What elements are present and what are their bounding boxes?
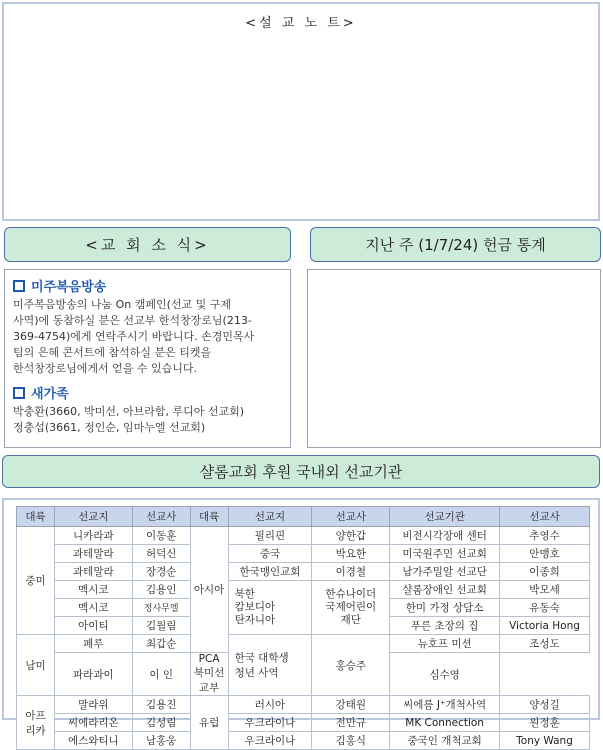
table-cell: 유동숙 bbox=[500, 599, 590, 617]
table-cell: 강태원 bbox=[312, 696, 390, 714]
region-cell: 아프 리카 bbox=[17, 696, 55, 750]
table-cell: 북한 캄보디아 탄자니아 bbox=[228, 581, 312, 635]
table-cell: 김홍식 bbox=[312, 732, 390, 750]
table-cell: 말라위 bbox=[54, 696, 132, 714]
table-cell: 파라과이 bbox=[54, 653, 132, 696]
missions-table bbox=[16, 506, 590, 750]
table-row bbox=[17, 545, 590, 563]
table-cell: 러시아 bbox=[228, 696, 312, 714]
table-cell: 김용인 bbox=[132, 581, 190, 599]
table-cell: 심수영 bbox=[390, 653, 500, 696]
table-cell: 과테말라 bbox=[54, 563, 132, 581]
table-cell: 김월림 bbox=[132, 617, 190, 635]
table-cell: 우크라이나 bbox=[228, 714, 312, 732]
region-cell: 아시아 bbox=[190, 527, 228, 653]
table-cell: 전만규 bbox=[312, 714, 390, 732]
table-cell: 정사무엘 bbox=[132, 599, 190, 617]
table-cell: 양한갑 bbox=[312, 527, 390, 545]
table-cell: 샬롬장애인 선교회 bbox=[390, 581, 500, 599]
table-cell: 아이티 bbox=[54, 617, 132, 635]
table-cell: 씨에름 J⁺개척사역 bbox=[390, 696, 500, 714]
sermon-notes-title: <설 교 노 트> bbox=[245, 16, 357, 31]
news-section-text: 미주복음방송의 나눔 On 캠페인(선교 및 구제 사역)에 동참하실 분은 선교부 한석창장로님(213- 369-4754)에게 연락주시기 바랍니다. 손경민목사 팀의 은혜 콘서트에 참석하실 분은 티켓을 한석창장로님에게서 얻을 수 있습니다. bbox=[13, 298, 255, 375]
table-cell: 과테말라 bbox=[54, 545, 132, 563]
table-cell: 최갑순 bbox=[132, 635, 190, 653]
region-cell: 남미 bbox=[17, 635, 55, 696]
column-header: 선교사 bbox=[500, 507, 590, 527]
table-cell: 중국 bbox=[228, 545, 312, 563]
table-cell: 멕시코 bbox=[54, 599, 132, 617]
table-cell: 필리핀 bbox=[228, 527, 312, 545]
table-cell: 홍승주 bbox=[312, 635, 390, 696]
church-news-header: <교 회 소 식> bbox=[4, 227, 291, 262]
sermon-notes-box bbox=[2, 2, 600, 221]
offering-stats-body bbox=[307, 269, 601, 448]
table-cell: 푸른 초장의 집 bbox=[390, 617, 500, 635]
table-cell: 에스와티니 bbox=[54, 732, 132, 750]
table-header-row bbox=[17, 507, 590, 527]
region-cell: 유럽 bbox=[190, 696, 228, 750]
news-section-title: 새가족 bbox=[13, 383, 282, 402]
offering-stats-header: 지난 주 (1/7/24) 헌금 통계 bbox=[310, 227, 601, 262]
table-cell: 박모세 bbox=[500, 581, 590, 599]
table-cell: 김용진 bbox=[132, 696, 190, 714]
table-cell: 멕시코 bbox=[54, 581, 132, 599]
table-cell: MK Connection bbox=[390, 714, 500, 732]
news-section-text: 박충환(3660, 박미선, 아브라함, 루디아 선교회) 정충섭(3661, 정인순, 임마누엘 선교회) bbox=[13, 405, 245, 434]
table-row bbox=[17, 527, 590, 545]
table-cell: 박요한 bbox=[312, 545, 390, 563]
table-cell: 양성길 bbox=[500, 696, 590, 714]
table-row bbox=[17, 732, 590, 750]
column-header: 선교사 bbox=[132, 507, 190, 527]
table-row bbox=[17, 714, 590, 732]
table-cell: PCA 북미선교부 bbox=[190, 653, 228, 696]
table-cell: 씨에라리온 bbox=[54, 714, 132, 732]
table-cell: 페루 bbox=[54, 635, 132, 653]
table-cell: 우크라이나 bbox=[228, 732, 312, 750]
table-cell: 원정훈 bbox=[500, 714, 590, 732]
table-cell: 허덕신 bbox=[132, 545, 190, 563]
table-cell: 남홍웅 bbox=[132, 732, 190, 750]
missions-table-box bbox=[2, 498, 600, 747]
column-header: 대륙 bbox=[17, 507, 55, 527]
table-cell: Victoria Hong bbox=[500, 617, 590, 635]
missions-header: 샬롬교회 후원 국내외 선교기관 bbox=[2, 455, 600, 488]
table-cell: 남가주밀알 선교단 bbox=[390, 563, 500, 581]
table-cell: 김성림 bbox=[132, 714, 190, 732]
table-cell: 니카라과 bbox=[54, 527, 132, 545]
church-news-body bbox=[4, 269, 291, 448]
table-row bbox=[17, 581, 590, 599]
table-cell: 이동훈 bbox=[132, 527, 190, 545]
table-row bbox=[17, 635, 590, 653]
table-row bbox=[17, 563, 590, 581]
column-header: 선교지 bbox=[54, 507, 132, 527]
region-cell: 중미 bbox=[17, 527, 55, 635]
table-cell: 한미 가정 상담소 bbox=[390, 599, 500, 617]
table-row bbox=[17, 696, 590, 714]
table-cell: 한슈나이더 국제어린이 재단 bbox=[312, 581, 390, 635]
column-header: 선교사 bbox=[312, 507, 390, 527]
table-cell: 조성도 bbox=[500, 635, 590, 653]
table-cell: 장경순 bbox=[132, 563, 190, 581]
column-header: 선교지 bbox=[228, 507, 312, 527]
news-section-title: 미주복음방송 bbox=[13, 276, 282, 295]
table-cell: 추영수 bbox=[500, 527, 590, 545]
column-header: 선교기관 bbox=[390, 507, 500, 527]
checkbox-bullet-icon bbox=[13, 280, 25, 292]
table-cell: 뉴호프 미션 bbox=[390, 635, 500, 653]
checkbox-bullet-icon bbox=[13, 387, 25, 399]
table-cell: 이종희 bbox=[500, 563, 590, 581]
table-cell: 비전시각장애 센터 bbox=[390, 527, 500, 545]
table-cell: Tony Wang bbox=[500, 732, 590, 750]
table-cell: 안맹호 bbox=[500, 545, 590, 563]
table-cell: 이경철 bbox=[312, 563, 390, 581]
table-cell: 미국원주민 선교회 bbox=[390, 545, 500, 563]
table-cell: 이 인 bbox=[132, 653, 190, 696]
column-header: 대륙 bbox=[190, 507, 228, 527]
table-cell: 한국 대학생 청년 사역 bbox=[228, 635, 312, 696]
table-cell: 한국맹인교회 bbox=[228, 563, 312, 581]
table-cell: 중국인 개척교회 bbox=[390, 732, 500, 750]
